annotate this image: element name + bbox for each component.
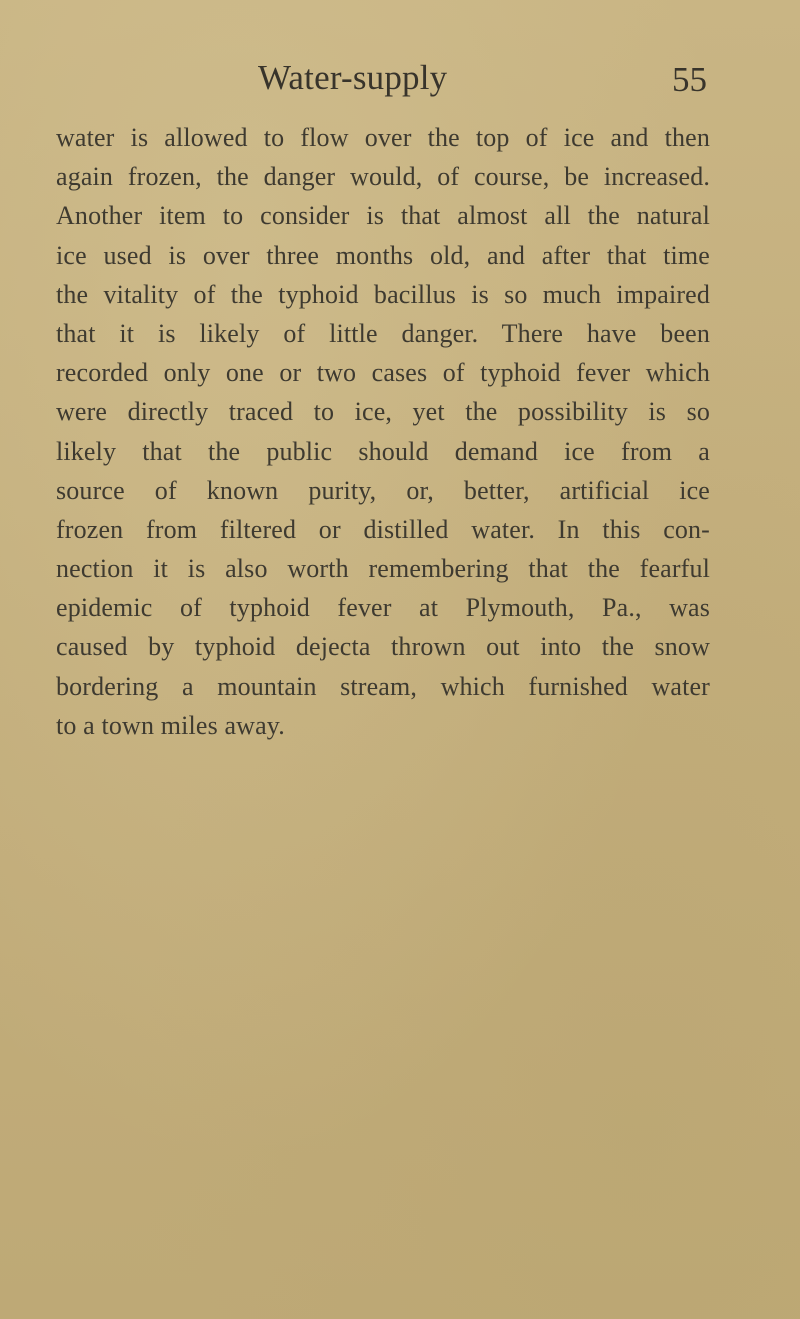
text-line: again frozen, the danger would, of course, be increased. [56,162,710,192]
text-line: likely that the public should demand ice from a [56,436,710,466]
text-line: source of known purity, or, better, artificial ice [56,475,710,505]
text-line: bordering a mountain stream, which furnished water [56,671,710,701]
running-title: Water-supply [258,58,448,97]
page-number: 55 [672,60,707,99]
text-line: were directly traced to ice, yet the possibility is so [56,397,710,427]
body-paragraph [56,118,710,745]
text-line: recorded only one or two cases of typhoid fever which [56,358,710,388]
text-line: ice used is over three months old, and after that time [56,240,710,270]
text-line: water is allowed to flow over the top of ice and then [56,123,710,152]
text-line: to a town miles away. [56,710,285,740]
text-line: that it is likely of little danger. There have been [56,318,710,348]
text-line: the vitality of the typhoid bacillus is so much impaired [56,279,710,309]
text-line: nection it is also worth remembering that the fearful [56,554,710,584]
text-line: epidemic of typhoid fever at Plymouth, Pa., was [56,593,710,623]
text-line: caused by typhoid dejecta thrown out into the snow [56,632,710,662]
text-line: frozen from filtered or distilled water. In this con- [56,514,710,544]
running-head [0,58,800,108]
text-line: Another item to consider is that almost all the natural [56,201,710,231]
